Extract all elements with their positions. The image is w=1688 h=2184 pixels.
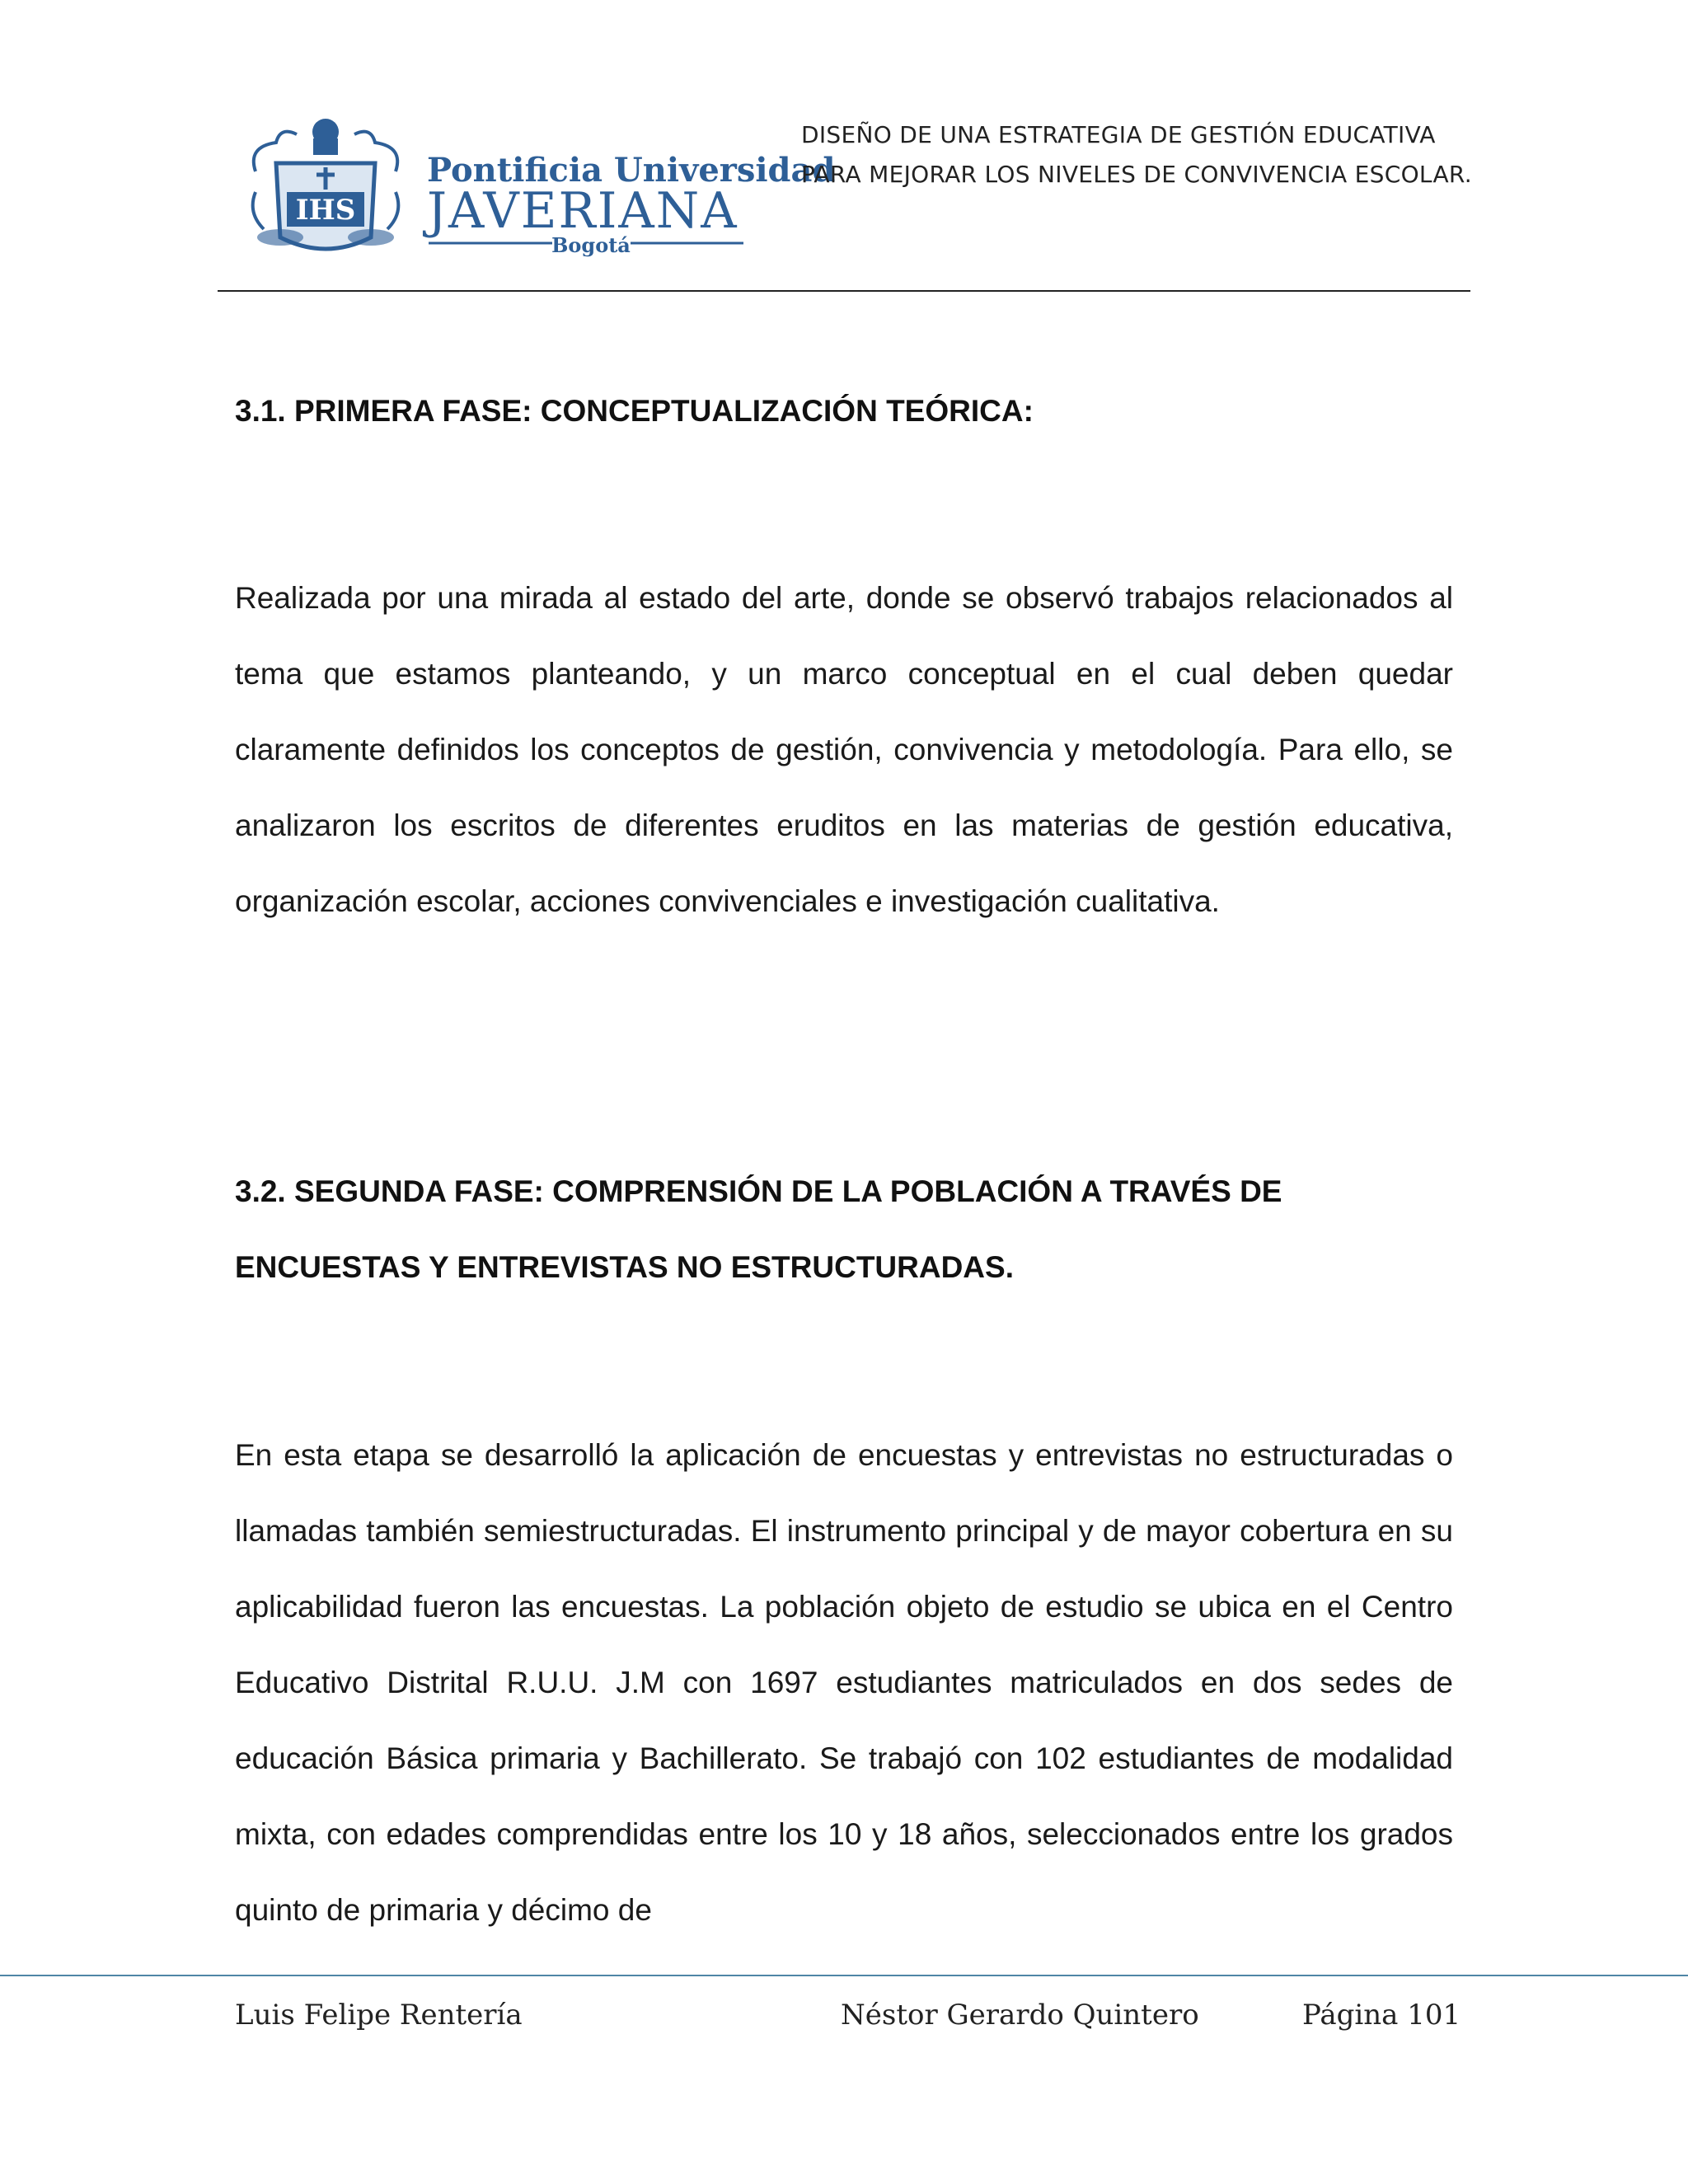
university-crest-icon xyxy=(231,114,836,262)
section-heading-3-1: 3.1. PRIMERA FASE: CONCEPTUALIZACIÓN TEÓRICA: xyxy=(235,394,1034,428)
section-heading-3-2-line-2: ENCUESTAS Y ENTREVISTAS NO ESTRUCTURADAS. xyxy=(235,1250,1014,1284)
footer-divider xyxy=(0,1975,1688,1976)
header-title-line-2: PARA MEJORAR LOS NIVELES DE CONVIVENCIA ESCOLAR. xyxy=(801,161,1472,188)
svg-text:Bogotá: Bogotá xyxy=(551,233,631,257)
document-header-title xyxy=(801,115,1510,194)
footer-author-2: Néstor Gerardo Quintero xyxy=(841,1999,1199,2032)
footer-author-1: Luis Felipe Rentería xyxy=(235,1999,523,2032)
section-paragraph-3-1: Realizada por una mirada al estado del arte, donde se observó trabajos relacionados al tema que estamos planteando, y un marco conceptual en el cual deben quedar claramente definidos los conceptos de gestión, convivencia y metodología. Para ello, se analizaron los escritos de diferentes eruditos en las materias de gestión educativa, organización escolar, acciones convivenciales e investigación cualitativa. xyxy=(235,581,1453,918)
header-title-line-1: DISEÑO DE UNA ESTRATEGIA DE GESTIÓN EDUCATIVA xyxy=(801,121,1436,148)
svg-text:Pontificia Universidad: Pontificia Universidad xyxy=(427,151,836,190)
svg-text:IHS: IHS xyxy=(295,194,356,227)
svg-text:JAVERIANA: JAVERIANA xyxy=(427,182,738,240)
section-paragraph-3-2: En esta etapa se desarrolló la aplicación de encuestas y entrevistas no estructuradas o llamadas también semiestructuradas. El instrumento principal y de mayor cobertura en su aplicabilidad fueron las encuestas. La población objeto de estudio se ubica en el Centro Educativo Distrital R.U.U. J.M con 1697 estudiantes matriculados en dos sedes de educación Básica primaria y Bachillerato. Se trabajó con 102 estudiantes de modalidad mixta, con edades comprendidas entre los 10 y 18 años, seleccionados entre los grados quinto de primaria y décimo de xyxy=(235,1438,1453,1927)
university-logo xyxy=(231,114,836,262)
page-number: Página 101 xyxy=(1302,1999,1461,2032)
header-divider xyxy=(218,290,1470,292)
section-heading-3-2-line-1: 3.2. SEGUNDA FASE: COMPRENSIÓN DE LA POBLACIÓN A TRAVÉS DE xyxy=(235,1174,1282,1208)
